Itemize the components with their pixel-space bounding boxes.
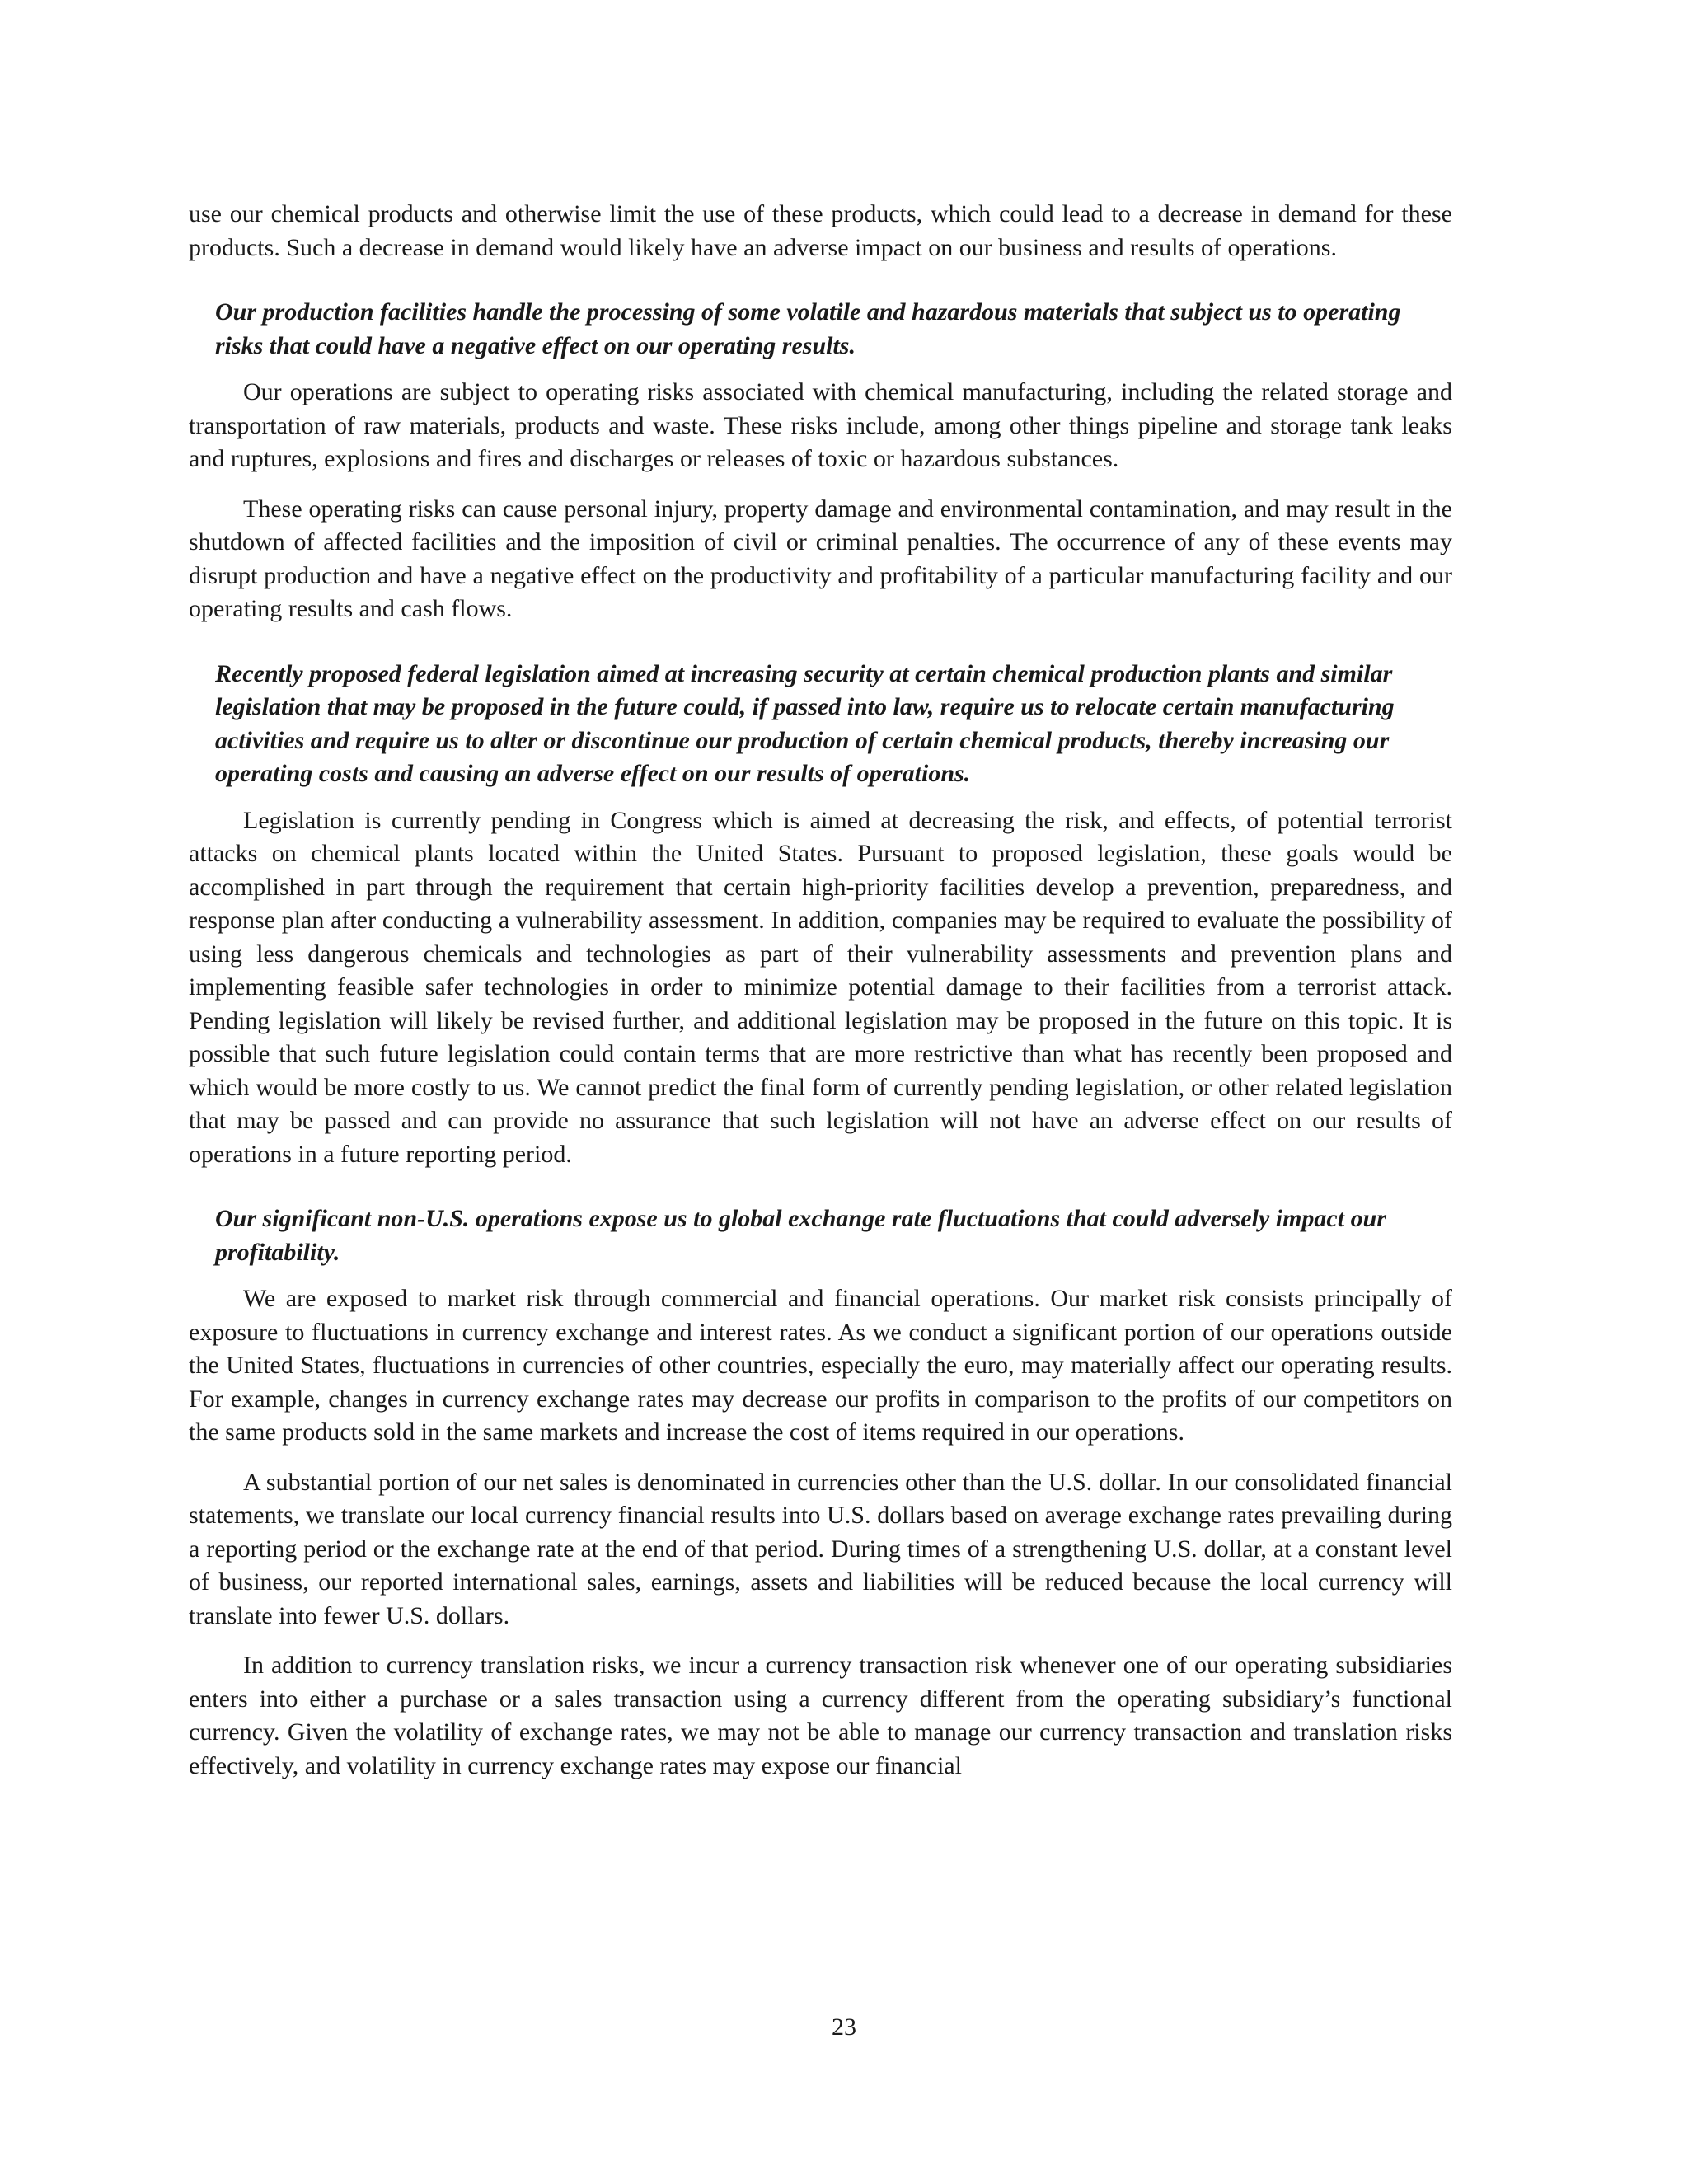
risk-heading-production-facilities: Our production facilities handle the processing of some volatile and hazardous materials that subject us to operating risks that could have a negative effect on our operating results. <box>215 298 1401 359</box>
risk-heading-exchange-rates: Our significant non-U.S. operations expose us to global exchange rate fluctuations that could adversely impact our profitability. <box>215 1205 1386 1266</box>
paragraph-net-sales-currency: A substantial portion of our net sales is denominated in currencies other than the U.S. dollar. In our consolidated financial statements, we translate our local currency financial results into U.S. dollars based on average exchange rates prevailing during a reporting period or the exchange rate at the end of that period. During times of a strengthening U.S. dollar, at a constant level of business, our reported international sales, earnings, assets and liabilities will be reduced because the local currency will translate into fewer U.S. dollars. <box>189 1468 1452 1629</box>
page-number: 23 <box>832 2013 856 2041</box>
paragraph-operating-risk-effects: These operating risks can cause personal injury, property damage and environmental contamination, and may result in the shutdown of affected facilities and the imposition of civil or criminal penalties. The occurrence of any of these events may disrupt production and have a negative effect on the productivity and profitability of a particular manufacturing facility and our operating results and cash flows. <box>189 494 1452 622</box>
paragraph-transaction-risk: In addition to currency translation risks, we incur a currency transaction risk whenever one of our operating subsidiaries enters into either a purchase or a sales transaction using a currency different from the operating subsidiary’s functional currency. Given the volatility of exchange rates, we may not be able to manage our currency transaction and translation risks effectively, and volatility in currency exchange rates may expose our financial <box>189 1652 1452 1779</box>
page-body <box>189 198 1452 1799</box>
paragraph-legislation-pending: Legislation is currently pending in Congress which is aimed at decreasing the risk, and effects, of potential terrorist attacks on chemical plants located within the United States. Pursuant to proposed legislation, these goals would be accomplished in part through the requirement that certain high-priority facilities develop a prevention, preparedness, and response plan after conducting a vulnerability assessment. In addition, companies may be required to evaluate the possibility of using less dangerous chemicals and technologies as part of their vulnerability assessments and prevention plans and implementing feasible safer technologies in order to minimize potential damage to their facilities from a terrorist attack. Pending legislation will likely be revised further, and additional legislation may be proposed in the future on this topic. It is possible that such future legislation could contain terms that are more restrictive than what has recently been proposed and which would be more costly to us. We cannot predict the final form of currently pending legislation, or other related legislation that may be passed and can provide no assurance that such legislation will not have an adverse effect on our results of operations in a future reporting period. <box>189 806 1452 1168</box>
paragraph-continuation: use our chemical products and otherwise limit the use of these products, which could lead to a decrease in demand for these products. Such a decrease in demand would likely have an adverse impact on our business and results of operations. <box>189 200 1452 261</box>
paragraph-market-risk: We are exposed to market risk through commercial and financial operations. Our market risk consists principally of exposure to fluctuations in currency exchange and interest rates. As we conduct a significant portion of our operations outside the United States, fluctuations in currencies of other countries, especially the euro, may materially affect our operating results. For example, changes in currency exchange rates may decrease our profits in comparison to the profits of our competitors on the same products sold in the same markets and increase the cost of items required in our operations. <box>189 1285 1452 1446</box>
risk-heading-federal-legislation: Recently proposed federal legislation aimed at increasing security at certain chemical production plants and similar legislation that may be proposed in the future could, if passed into law, require us to relocate certain manufacturing activities and require us to alter or discontinue our production of certain chemical products, thereby increasing our operating costs and causing an adverse effect on our results of operations. <box>215 659 1395 787</box>
paragraph-operating-risks: Our operations are subject to operating risks associated with chemical manufacturing, including the related storage and transportation of raw materials, products and waste. These risks include, among other things pipeline and storage tank leaks and ruptures, explosions and fires and discharges or releases of toxic or hazardous substances. <box>189 378 1452 472</box>
